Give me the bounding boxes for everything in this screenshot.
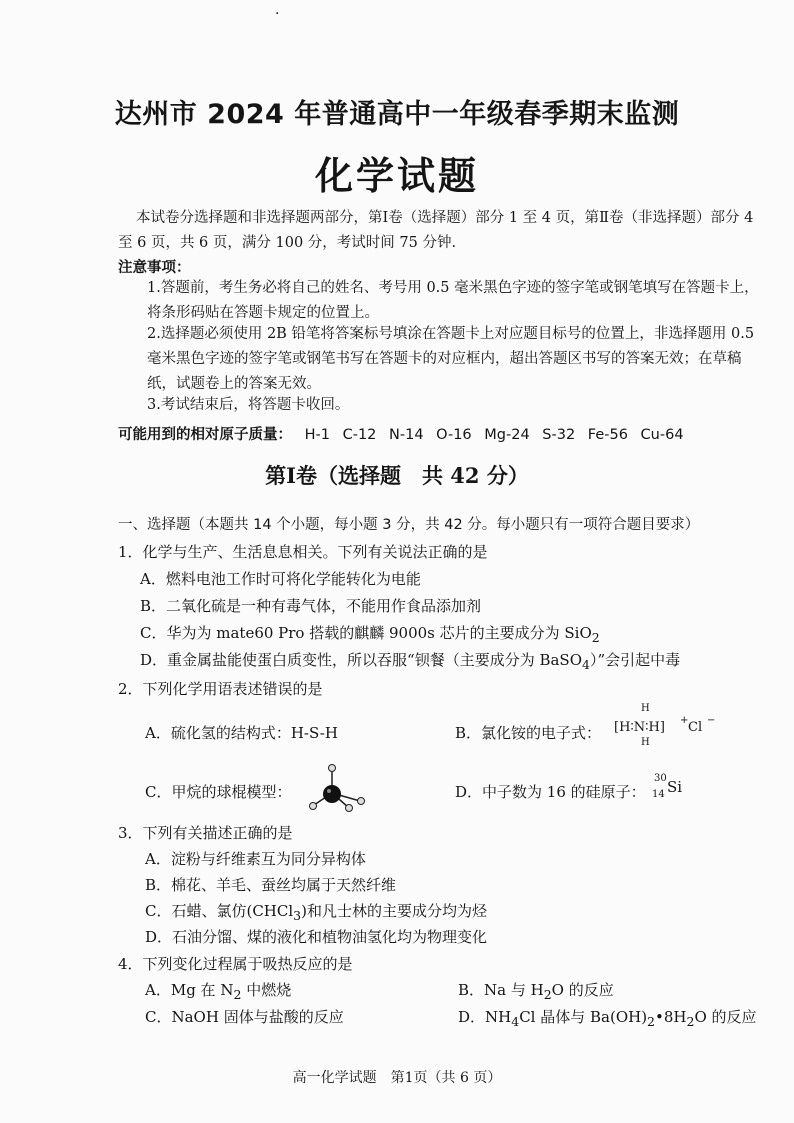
note-item: 3.考试结束后，将答题卡收回。 — [147, 397, 350, 413]
q2-option-a: A．硫化氢的结构式：H-S-H — [145, 724, 338, 742]
atomic-mass: Mg-24 — [484, 427, 530, 443]
subscript: 4 — [582, 657, 590, 672]
subscript: 3 — [293, 908, 302, 923]
subscript: 2 — [591, 630, 600, 645]
element-symbol: Si — [667, 778, 683, 796]
subscript: 4 — [511, 1014, 520, 1029]
atomic-masses-label: 可能用到的相对原子质量： — [118, 427, 292, 443]
atomic-mass: O-16 — [436, 427, 472, 443]
q2-option-c: C．甲烷的球棍模型： — [145, 783, 292, 801]
q4-stem: 4．下列变化过程属于吸热反应的是 — [118, 955, 353, 973]
q2-stem: 2．下列化学用语表述错误的是 — [118, 680, 323, 698]
notes-title: 注意事项： — [118, 260, 191, 276]
atomic-mass: Cu-64 — [640, 427, 684, 443]
subscript: 2 — [233, 987, 242, 1002]
q4-option-d-mid: Cl 晶体与 Ba(OH) — [519, 1008, 648, 1026]
atomic-mass: S-32 — [542, 427, 576, 443]
q1-option-c — [140, 622, 600, 645]
formula-h-bottom: H — [641, 737, 650, 748]
page-footer: 高一化学试题 第1页（共 6 页） — [292, 1070, 502, 1086]
formula-h-top: H — [641, 703, 650, 714]
ammonium-chloride-electron-formula — [614, 703, 734, 753]
hydrogen-atom — [346, 805, 353, 812]
note-item: 2.选择题必须使用 2B 铅笔将答案标号填涂在答题卡上对应题目标号的位置上，非选择题用 0.5 毫米黑色字迹的签字笔或钢笔书写在答题卡的对应框内，超出答题区书写的答案无效；在草稿纸，试题卷上的答案无效。 — [147, 326, 755, 392]
formula-anion-charge: − — [707, 715, 716, 726]
q1-option-c-text: C．华为为 mate60 Pro 搭载的麒麟 9000s 芯片的主要成分为 SiO — [140, 624, 592, 642]
q1-stem: 1．化学与生产、生活息息相关。下列有关说法正确的是 — [118, 543, 488, 561]
q1-option-a: A．燃料电池工作时可将化学能转化为电能 — [140, 570, 421, 588]
mass-number: 30 — [654, 773, 667, 784]
q1-option-d-tail: ）”会引起中毒 — [589, 651, 681, 669]
atomic-mass: Fe-56 — [587, 427, 628, 443]
q4-option-d-text: D．NH — [458, 1008, 512, 1026]
highlight — [327, 789, 331, 793]
q1-option-d-text: D．重金属盐能使蛋白质变性，所以吞服“钡餐（主要成分为 BaSO — [140, 651, 583, 669]
q4-option-a-text: A．Mg 在 N — [145, 981, 234, 999]
q4-option-a-tail: 中燃烧 — [241, 981, 292, 999]
q2-option-d: D．中子数为 16 的硅原子： — [455, 783, 646, 801]
q3-stem: 3．下列有关描述正确的是 — [118, 824, 293, 842]
atomic-mass: H-1 — [304, 427, 330, 443]
exam-subtitle: 化学试题 — [314, 154, 479, 198]
hydrogen-atom — [329, 765, 336, 772]
q4-option-b — [458, 979, 614, 1002]
q3-option-a: A．淀粉与纤维素互为同分异构体 — [145, 850, 366, 868]
q4-option-a — [145, 979, 291, 1002]
atomic-number: 14 — [652, 789, 665, 800]
atomic-masses — [118, 423, 684, 444]
q2-option-b: B．氯化铵的电子式： — [455, 724, 602, 742]
subscript: 2 — [647, 1014, 655, 1029]
q1-option-b: B．二氧化硫是一种有毒气体，不能用作食品添加剂 — [140, 597, 482, 615]
atomic-mass: C-12 — [342, 427, 377, 443]
q1-option-d — [140, 649, 680, 672]
q4-option-c: C．NaOH 固体与盐酸的反应 — [145, 1008, 344, 1026]
q3-option-c-text: C．石蜡、氯仿(CHCl — [145, 902, 294, 920]
carbon-atom — [323, 785, 341, 803]
subscript: 2 — [686, 1014, 695, 1029]
q4-option-d — [458, 1006, 757, 1029]
atomic-mass: N-14 — [389, 427, 424, 443]
formula-charge: + — [680, 715, 689, 726]
q3-option-c-tail: )和凡士林的主要成分均为烃 — [301, 902, 487, 920]
q4-option-d-end: O 的反应 — [694, 1008, 757, 1026]
section-heading: 第Ⅰ卷（选择题 共 42 分） — [265, 463, 529, 488]
hydrogen-atom — [310, 803, 317, 810]
exam-title: 达州市 2024 年普通高中一年级春季期末监测 — [114, 99, 680, 130]
hydrogen-atom — [358, 798, 365, 805]
methane-ball-stick-model — [300, 763, 380, 823]
q4-option-b-text: B．Na 与 H — [458, 981, 544, 999]
q3-option-c — [145, 900, 487, 923]
silicon-isotope-notation — [652, 772, 692, 806]
note-item: 1.答题前，考生务必将自己的姓名、考号用 0.5 毫米黑色字迹的签字笔或钢笔填写在答题卡上，将条形码贴在答题卡规定的位置上。 — [147, 280, 759, 321]
scan-dot: · — [275, 6, 280, 22]
formula-anion: Cl — [688, 720, 703, 735]
q4-option-d-post: •8H — [655, 1008, 687, 1026]
q4-option-b-tail: O 的反应 — [551, 981, 614, 999]
formula-core: [H∶N∶H] — [614, 720, 665, 735]
q3-option-b: B．棉花、羊毛、蚕丝均属于天然纤维 — [145, 876, 397, 894]
q3-option-d: D．石油分馏、煤的液化和植物油氢化均为物理变化 — [145, 928, 488, 946]
subscript: 2 — [543, 987, 552, 1002]
part-title: 一、选择题（本题共 14 个小题，每小题 3 分，共 42 分。每小题只有一项符合题目要求） — [118, 517, 700, 533]
intro-paragraph: 本试卷分选择题和非选择题两部分，第Ⅰ卷（选择题）部分 1 至 4 页，第Ⅱ卷（非选择题）部分 4 至 6 页，共 6 页，满分 100 分，考试时间 75 分钟. — [118, 210, 754, 251]
